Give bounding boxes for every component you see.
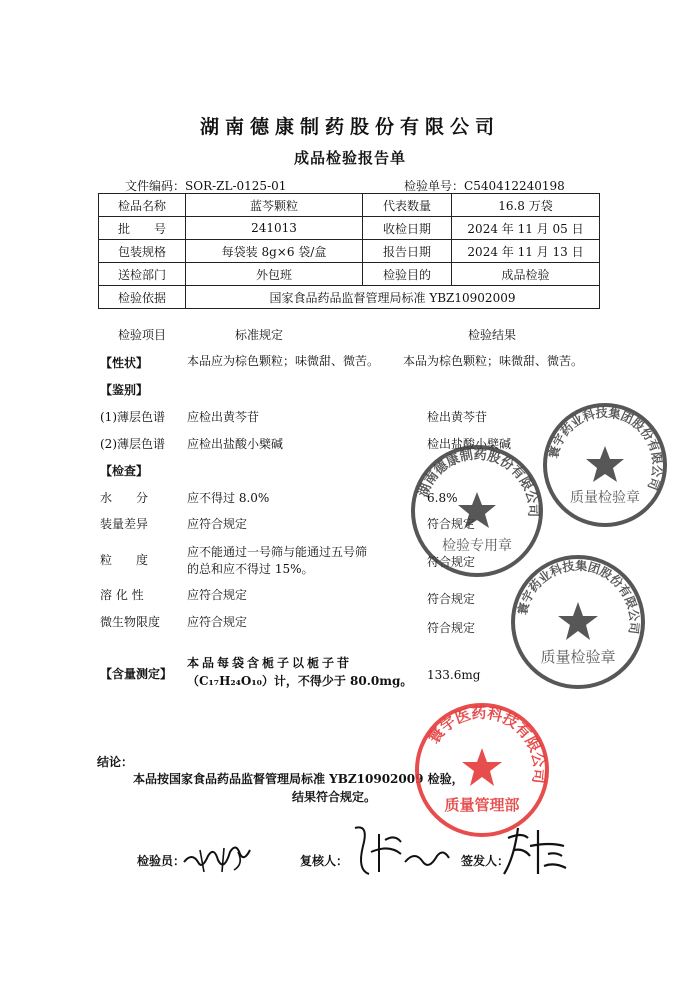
report-title: 成品检验报告单	[293, 149, 406, 167]
table-row	[99, 286, 600, 309]
table-cell: 检品名称	[99, 194, 186, 217]
water-item: 水 分	[100, 491, 149, 505]
header-result: 检验结果	[468, 328, 517, 342]
table-cell: 每袋装 8g×6 袋/盒	[186, 240, 363, 263]
table-row	[99, 194, 600, 217]
seal-outer-text: 湖南德康制药股份有限公司	[416, 447, 541, 518]
table-row	[99, 217, 600, 240]
solubility-standard: 应符合规定	[187, 588, 248, 602]
seal-outer-text: 寰宇药业科技集团股份有限公司	[546, 405, 665, 492]
seal-outer-text: 寰宇医药科技有限公司	[424, 703, 549, 785]
table-cell: 检验目的	[363, 263, 452, 286]
approver-label: 签发人：	[461, 854, 510, 868]
table-cell: 检验依据	[99, 286, 186, 309]
report-number-label: 检验单号：	[404, 179, 465, 193]
report-number	[404, 177, 565, 194]
table-cell: 包装规格	[99, 240, 186, 263]
tlc1-standard: 应检出黄芩苷	[187, 410, 260, 424]
micro-standard: 应符合规定	[187, 615, 248, 629]
granularity-result: 符合规定	[427, 555, 476, 569]
granularity-item: 粒 度	[100, 553, 149, 567]
tlc2-standard: 应检出盐酸小檗碱	[187, 437, 284, 451]
table-cell: 16.8 万袋	[452, 194, 600, 217]
character-result: 本品为棕色颗粒；味微甜、微苦。	[403, 354, 584, 368]
table-cell: 蓝芩颗粒	[186, 194, 363, 217]
table-cell: 外包班	[186, 263, 363, 286]
table-cell: 批 号	[99, 217, 186, 240]
section-assay: 【含量测定】	[100, 667, 173, 681]
tlc1-item: (1)薄层色谱	[100, 410, 165, 424]
qa-dept-seal-icon	[412, 700, 552, 840]
seal-center-text: 检验专用章	[442, 538, 512, 554]
seal-outer-text: 寰宇药业科技集团股份有限公司	[515, 558, 642, 635]
section-identification: 【鉴别】	[100, 383, 149, 397]
tlc2-item: (2)薄层色谱	[100, 437, 165, 451]
reviewer-label: 复核人：	[300, 854, 349, 868]
table-cell: 报告日期	[363, 240, 452, 263]
info-table	[98, 193, 600, 309]
tlc1-result: 检出黄芩苷	[427, 410, 488, 424]
water-result: 6.8%	[427, 491, 458, 505]
table-cell: 2024 年 11 月 13 日	[452, 240, 600, 263]
table-cell: 241013	[186, 217, 363, 240]
water-standard: 应不得过 8.0%	[187, 491, 270, 505]
table-cell: 成品检验	[452, 263, 600, 286]
section-character: 【性状】	[100, 356, 149, 370]
table-row	[99, 263, 600, 286]
character-standard: 本品应为棕色颗粒；味微甜、微苦。	[187, 354, 380, 368]
quality-seal-1-icon	[540, 400, 670, 530]
file-number-label: 文件编码：	[125, 179, 186, 193]
section-inspection: 【检查】	[100, 464, 149, 478]
file-number	[125, 177, 286, 194]
header-item: 检验项目	[118, 328, 167, 342]
fill-result: 符合规定	[427, 517, 476, 531]
assay-standard-1: 本品每袋含栀子以栀子苷	[187, 656, 353, 670]
table-cell: 国家食品药品监督管理局标准 YBZ10902009	[186, 286, 600, 309]
seal-center-text: 质量检验章	[540, 648, 616, 666]
company-name: 湖南德康制药股份有限公司	[199, 116, 500, 138]
tlc2-result: 检出盐酸小檗碱	[427, 437, 512, 451]
report-number-value: C540412240198	[464, 179, 565, 193]
table-row	[99, 240, 600, 263]
assay-result: 133.6mg	[427, 668, 481, 682]
seal-center-text: 质量管理部	[444, 796, 520, 814]
table-cell: 送检部门	[99, 263, 186, 286]
solubility-item: 溶 化 性	[100, 588, 144, 602]
granularity-standard-2: 的总和应不得过 15%。	[187, 562, 314, 576]
header-standard: 标准规定	[235, 328, 284, 342]
file-number-value: SOR-ZL-0125-01	[185, 179, 287, 193]
conclusion-label: 结论：	[97, 755, 134, 769]
granularity-standard-1: 应不能通过一号筛与能通过五号筛	[187, 545, 368, 559]
inspector-signature	[180, 838, 260, 878]
table-cell: 2024 年 11 月 05 日	[452, 217, 600, 240]
conclusion-line-2: 结果符合规定。	[292, 790, 377, 804]
solubility-result: 符合规定	[427, 592, 476, 606]
fill-standard: 应符合规定	[187, 517, 248, 531]
table-cell: 收检日期	[363, 217, 452, 240]
fill-item: 装量差异	[100, 517, 149, 531]
quality-seal-2-icon	[508, 552, 648, 692]
seal-center-text: 质量检验章	[570, 490, 640, 506]
inspector-label: 检验员：	[137, 854, 186, 868]
micro-item: 微生物限度	[100, 615, 161, 629]
micro-result: 符合规定	[427, 621, 476, 635]
assay-standard-2: （C₁₇H₂₄O₁₀）计，不得少于 80.0mg。	[187, 674, 413, 688]
conclusion-line-1: 本品按国家食品药品监督管理局标准 YBZ10902009 检验，	[133, 772, 464, 786]
table-cell: 代表数量	[363, 194, 452, 217]
